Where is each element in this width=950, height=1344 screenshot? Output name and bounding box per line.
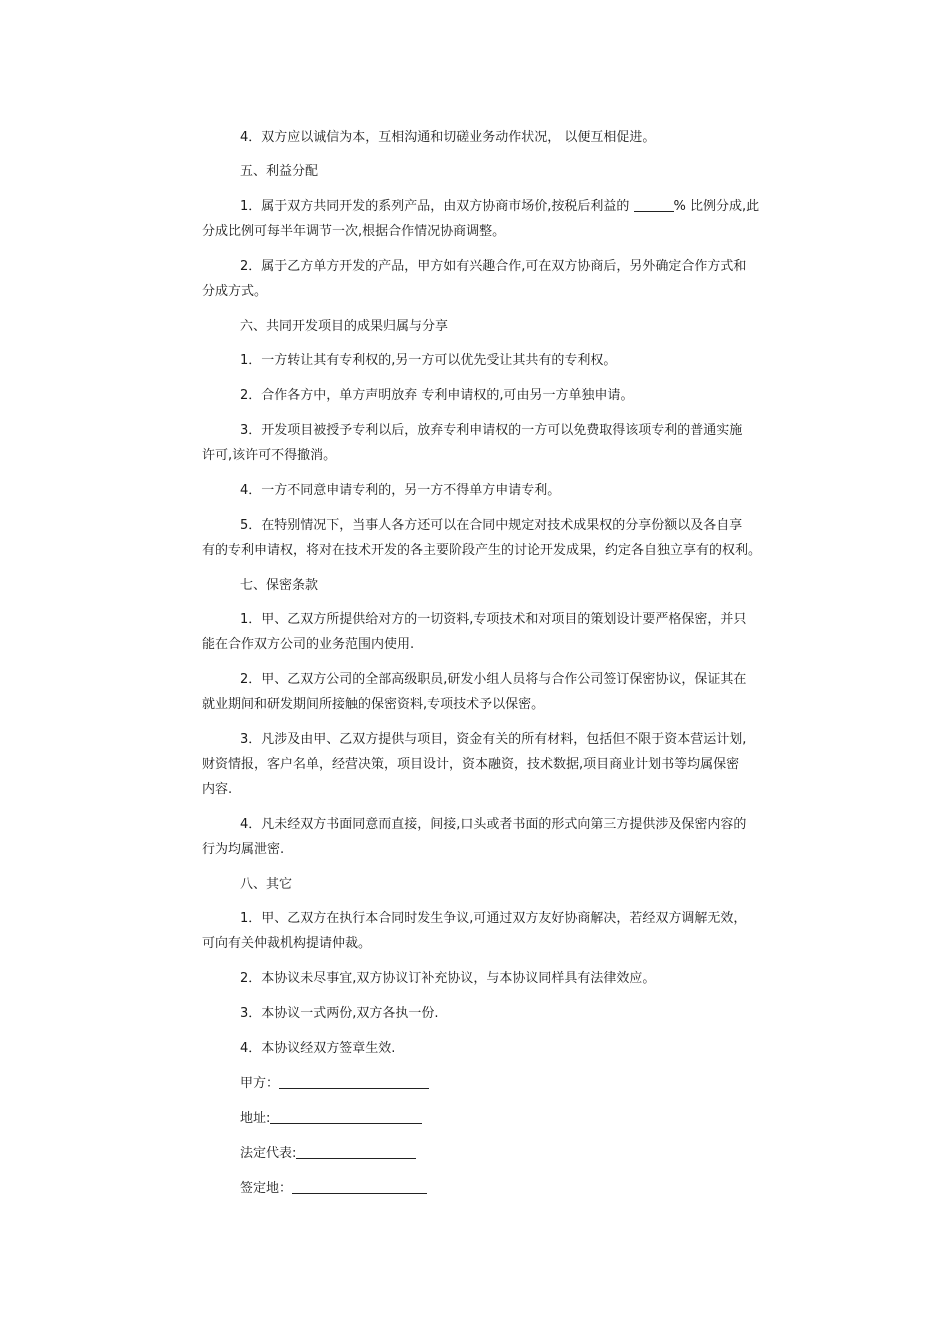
sec7-item3-cont2: 内容.	[202, 782, 233, 797]
legal-rep-label: 法定代表:	[240, 1146, 297, 1161]
sec6-item3-cont: 许可,该许可不得撤消。	[202, 448, 337, 463]
sec7-item1: 1．甲、乙双方所提供给对方的一切资料,专项技术和对项目的策划设计要严格保密，并只	[240, 612, 747, 627]
sign-place-label: 签定地：	[240, 1181, 293, 1196]
sec8-heading: 八、其它	[240, 877, 293, 892]
sec5-item1	[202, 194, 802, 219]
sec6-item3: 3．开发项目被授予专利以后，放弃专利申请权的一方可以免费取得该项专利的普通实施	[240, 423, 743, 438]
sec8-item1: 1．甲、乙双方在执行本合同时发生争议,可通过双方友好协商解决，若经双方调解无效，	[240, 911, 747, 926]
legal-rep-row	[240, 1141, 416, 1166]
sec8-item1-cont: 可向有关仲裁机构提请仲裁。	[202, 936, 372, 951]
sec7-item2-cont: 就业期间和研发期间所接触的保密资料,专项技术予以保密。	[202, 697, 545, 712]
sec7-item3-cont1: 财资情报，客户名单，经营决策，项目设计，资本融资，技术数据,项目商业计划书等均属保密	[202, 757, 740, 772]
party-a-field[interactable]	[279, 1074, 429, 1089]
sec5-item1-cont: 分成比例可每半年调节一次,根据合作情况协商调整。	[202, 224, 506, 239]
sec6-item2: 2．合作各方中，单方声明放弃 专利申请权的,可由另一方单独申请。	[240, 388, 634, 403]
sec5-item1-text-a: 1．属于双方共同开发的系列产品，由双方协商市场价,按税后利益的	[240, 199, 634, 214]
sec8-item2: 2．本协议未尽事宜,双方协议订补充协议，与本协议同样具有法律效应。	[240, 971, 656, 986]
sec6-item5-cont: 有的专利申请权，将对在技术开发的各主要阶段产生的讨论开发成果，约定各自独立享有的权利。	[202, 543, 762, 558]
party-a-label: 甲方：	[240, 1076, 280, 1091]
legal-rep-field[interactable]	[296, 1144, 416, 1159]
address-field[interactable]	[270, 1109, 422, 1124]
sec7-item3: 3．凡涉及由甲、乙双方提供与项目，资金有关的所有材料，包括但不限于资本营运计划,	[240, 732, 747, 747]
sec7-heading: 七、保密条款	[240, 578, 319, 593]
sec6-item4: 4．一方不同意申请专利的，另一方不得单方申请专利。	[240, 483, 561, 498]
sec8-item4: 4．本协议经双方签章生效.	[240, 1041, 396, 1056]
sec5-item2: 2．属于乙方单方开发的产品，甲方如有兴趣合作,可在双方协商后，另外确定合作方式和	[240, 259, 747, 274]
sec5-heading: 五、利益分配	[240, 164, 319, 179]
address-label: 地址:	[240, 1111, 271, 1126]
sec7-item4-cont: 行为均属泄密.	[202, 842, 285, 857]
sec5-item1-text-b: % 比例分成,此	[673, 199, 760, 214]
sec7-item2: 2．甲、乙双方公司的全部高级职员,研发小组人员将与合作公司签订保密协议，保证其在	[240, 672, 747, 687]
party-a-row	[240, 1071, 429, 1096]
sec8-item3: 3．本协议一式两份,双方各执一份.	[240, 1006, 439, 1021]
sec6-heading: 六、共同开发项目的成果归属与分享	[240, 319, 449, 334]
address-row	[240, 1106, 422, 1131]
sign-place-field[interactable]	[292, 1179, 427, 1194]
sec4-item4: 4．双方应以诚信为本，互相沟通和切磋业务动作状况， 以便互相促进。	[240, 130, 656, 145]
sec7-item4: 4．凡未经双方书面同意而直接，间接,口头或者书面的形式向第三方提供涉及保密内容的	[240, 817, 747, 832]
sec6-item5: 5．在特别情况下，当事人各方还可以在合同中规定对技术成果权的分享份额以及各自享	[240, 518, 743, 533]
sign-place-row	[240, 1176, 427, 1201]
ratio-blank	[634, 197, 674, 212]
sec5-item2-cont: 分成方式。	[202, 284, 268, 299]
sec7-item1-cont: 能在合作双方公司的业务范围内使用.	[202, 637, 415, 652]
sec6-item1: 1．一方转让其有专利权的,另一方可以优先受让其共有的专利权。	[240, 353, 617, 368]
